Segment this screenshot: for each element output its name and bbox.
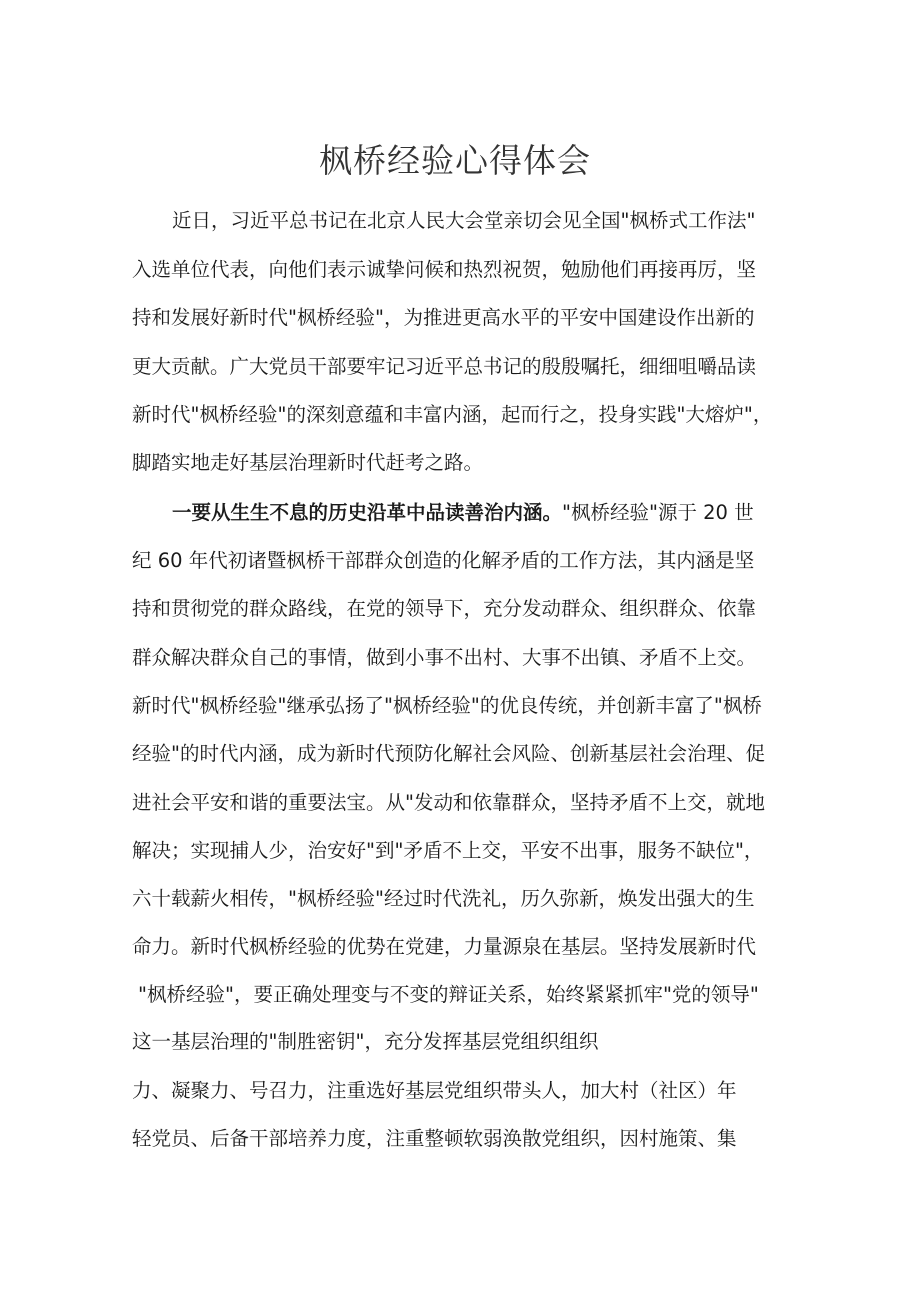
paragraph-line: 脚踏实地走好基层治理新时代赶考之路。: [132, 451, 484, 474]
document-title: 枫桥经验心得体会: [319, 141, 591, 180]
paragraph-line: 六十载薪火相传，"枫桥经验"经过时代洗礼，历久弥新，焕发出强大的生: [132, 887, 755, 910]
paragraph-line: 力、凝聚力、号召力，注重选好基层党组织带头人，加大村（社区）年: [132, 1079, 737, 1102]
paragraph-line: "枫桥经验"，要正确处理变与不变的辩证关系，始终紧紧抓牢"党的领导": [138, 983, 759, 1006]
paragraph-line: 这一基层治理的"制胜密钥"，充分发挥基层党组织组织: [132, 1030, 599, 1053]
paragraph-line: 纪 60 年代初诸暨枫桥干部群众创造的化解矛盾的工作方法，其内涵是坚: [132, 549, 755, 572]
paragraph-line: 群众解决群众自己的事情，做到小事不出村、大事不出镇、矛盾不上交。: [132, 646, 757, 669]
paragraph-line: 近日，习近平总书记在北京人民大会堂亲切会见全国"枫桥式工作法": [172, 209, 756, 232]
paragraph-line: 持和贯彻党的群众路线，在党的领导下，充分发动群众、组织群众、依靠: [132, 597, 757, 620]
paragraph-line: 进社会平安和谐的重要法宝。从"发动和依靠群众，坚持矛盾不上交，就地: [132, 791, 765, 814]
paragraph-lead-text: "枫桥经验"源于 20 世: [562, 501, 754, 524]
paragraph-first-line: [172, 498, 754, 528]
paragraph-line: 解决；实现捕人少，治安好"到"矛盾不上交，平安不出事，服务不缺位"，: [132, 839, 764, 862]
paragraph-line: 持和发展好新时代"枫桥经验"，为推进更高水平的平安中国建设作出新的: [132, 306, 755, 329]
section-heading: 一要从生生不息的历史沿革中品读善治内涵。: [172, 501, 563, 524]
paragraph-line: 经验"的时代内涵，成为新时代预防化解社会风险、创新基层社会治理、促: [132, 742, 765, 765]
paragraph-line: 入选单位代表，向他们表示诚挚问候和热烈祝贺，勉励他们再接再厉，坚: [132, 258, 757, 281]
paragraph-line: 新时代"枫桥经验"继承弘扬了"枫桥经验"的优良传统，并创新丰富了"枫桥: [132, 694, 762, 717]
paragraph-line: 轻党员、后备干部培养力度，注重整顿软弱涣散党组织，因村施策、集: [132, 1127, 737, 1150]
paragraph-line: 命力。新时代枫桥经验的优势在党建，力量源泉在基层。坚持发展新时代: [132, 935, 757, 958]
paragraph-line: 新时代"枫桥经验"的深刻意蕴和丰富内涵，起而行之，投身实践"大熔炉"，: [132, 403, 773, 426]
paragraph-line: 更大贡献。广大党员干部要牢记习近平总书记的殷殷嘱托，细细咀嚼品读: [132, 355, 757, 378]
